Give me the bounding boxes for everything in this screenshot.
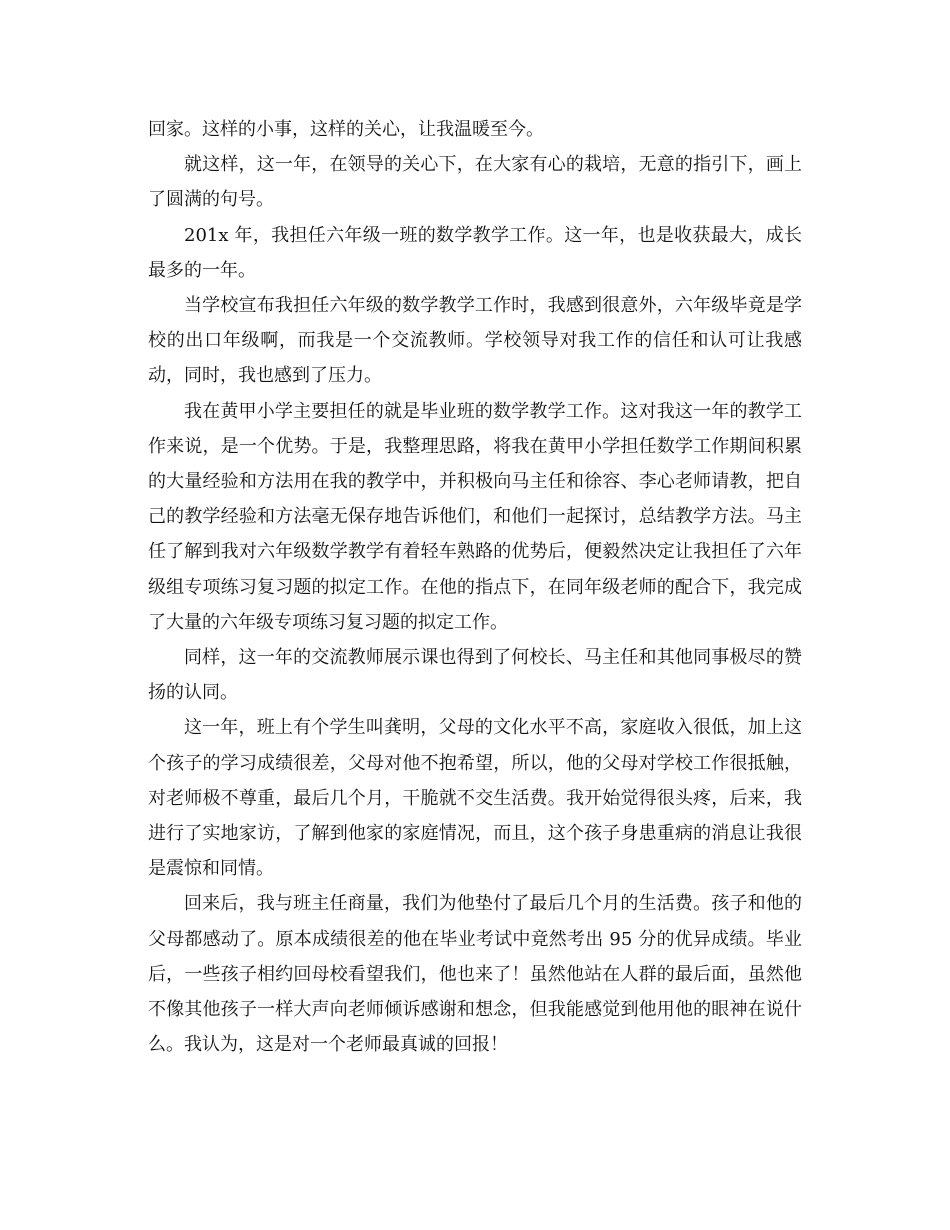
paragraph-8: 回来后，我与班主任商量，我们为他垫付了最后几个月的生活费。孩子和他的父母都感动了。原本成绩很差的他在毕业考试中竟然考出 95 分的优异成绩。毕业后，一些孩子相约回母校看望我们，他也来了！虽然他站在人群的最后面，虽然他不像其他孩子一样大声向老师倾诉感谢和想念，但我能感觉到他用他的眼神在说什么。我认为，这是对一个老师最真诚的回报！ bbox=[148, 893, 802, 1056]
paragraph-2: 就这样，这一年，在领导的关心下，在大家有心的栽培，无意的指引下，画上了圆满的句号。 bbox=[148, 154, 802, 211]
paragraph-4: 当学校宣布我担任六年级的数学教学工作时，我感到很意外，六年级毕竟是学校的出口年级啊，而我是一个交流教师。学校领导对我工作的信任和认可让我感动，同时，我也感到了压力。 bbox=[148, 295, 802, 387]
paragraph-3: 201x 年，我担任六年级一班的数学教学工作。这一年，也是收获最大，成长最多的一年。 bbox=[148, 224, 802, 281]
paragraph-1: 回家。这样的小事，这样的关心，让我温暖至今。 bbox=[148, 119, 544, 140]
paragraph-6: 同样，这一年的交流教师展示课也得到了何校长、马主任和其他同事极尽的赞扬的认同。 bbox=[148, 647, 802, 704]
paragraph-5: 我在黄甲小学主要担任的就是毕业班的数学教学工作。这对我这一年的教学工作来说，是一个优势。于是，我整理思路，将我在黄甲小学担任数学工作期间积累的大量经验和方法用在我的教学中，并积极向马主任和徐容、李心老师请教，把自己的教学经验和方法毫无保存地告诉他们，和他们一起探讨，总结教学方法。马主任了解到我对六年级数学教学有着轻车熟路的优势后，便毅然决定让我担任了六年级组专项练习复习题的拟定工作。在他的指点下，在同年级老师的配合下，我完成了大量的六年级专项练习复习题的拟定工作。 bbox=[148, 400, 802, 633]
document-body bbox=[148, 112, 802, 1062]
paragraph-7: 这一年，班上有个学生叫龚明，父母的文化水平不高，家庭收入很低，加上这个孩子的学习成绩很差，父母对他不抱希望，所以，他的父母对学校工作很抵触，对老师极不尊重，最后几个月，干脆就不交生活费。我开始觉得很头疼，后来，我进行了实地家访，了解到他家的家庭情况，而且，这个孩子身患重病的消息让我很是震惊和同情。 bbox=[148, 717, 802, 880]
